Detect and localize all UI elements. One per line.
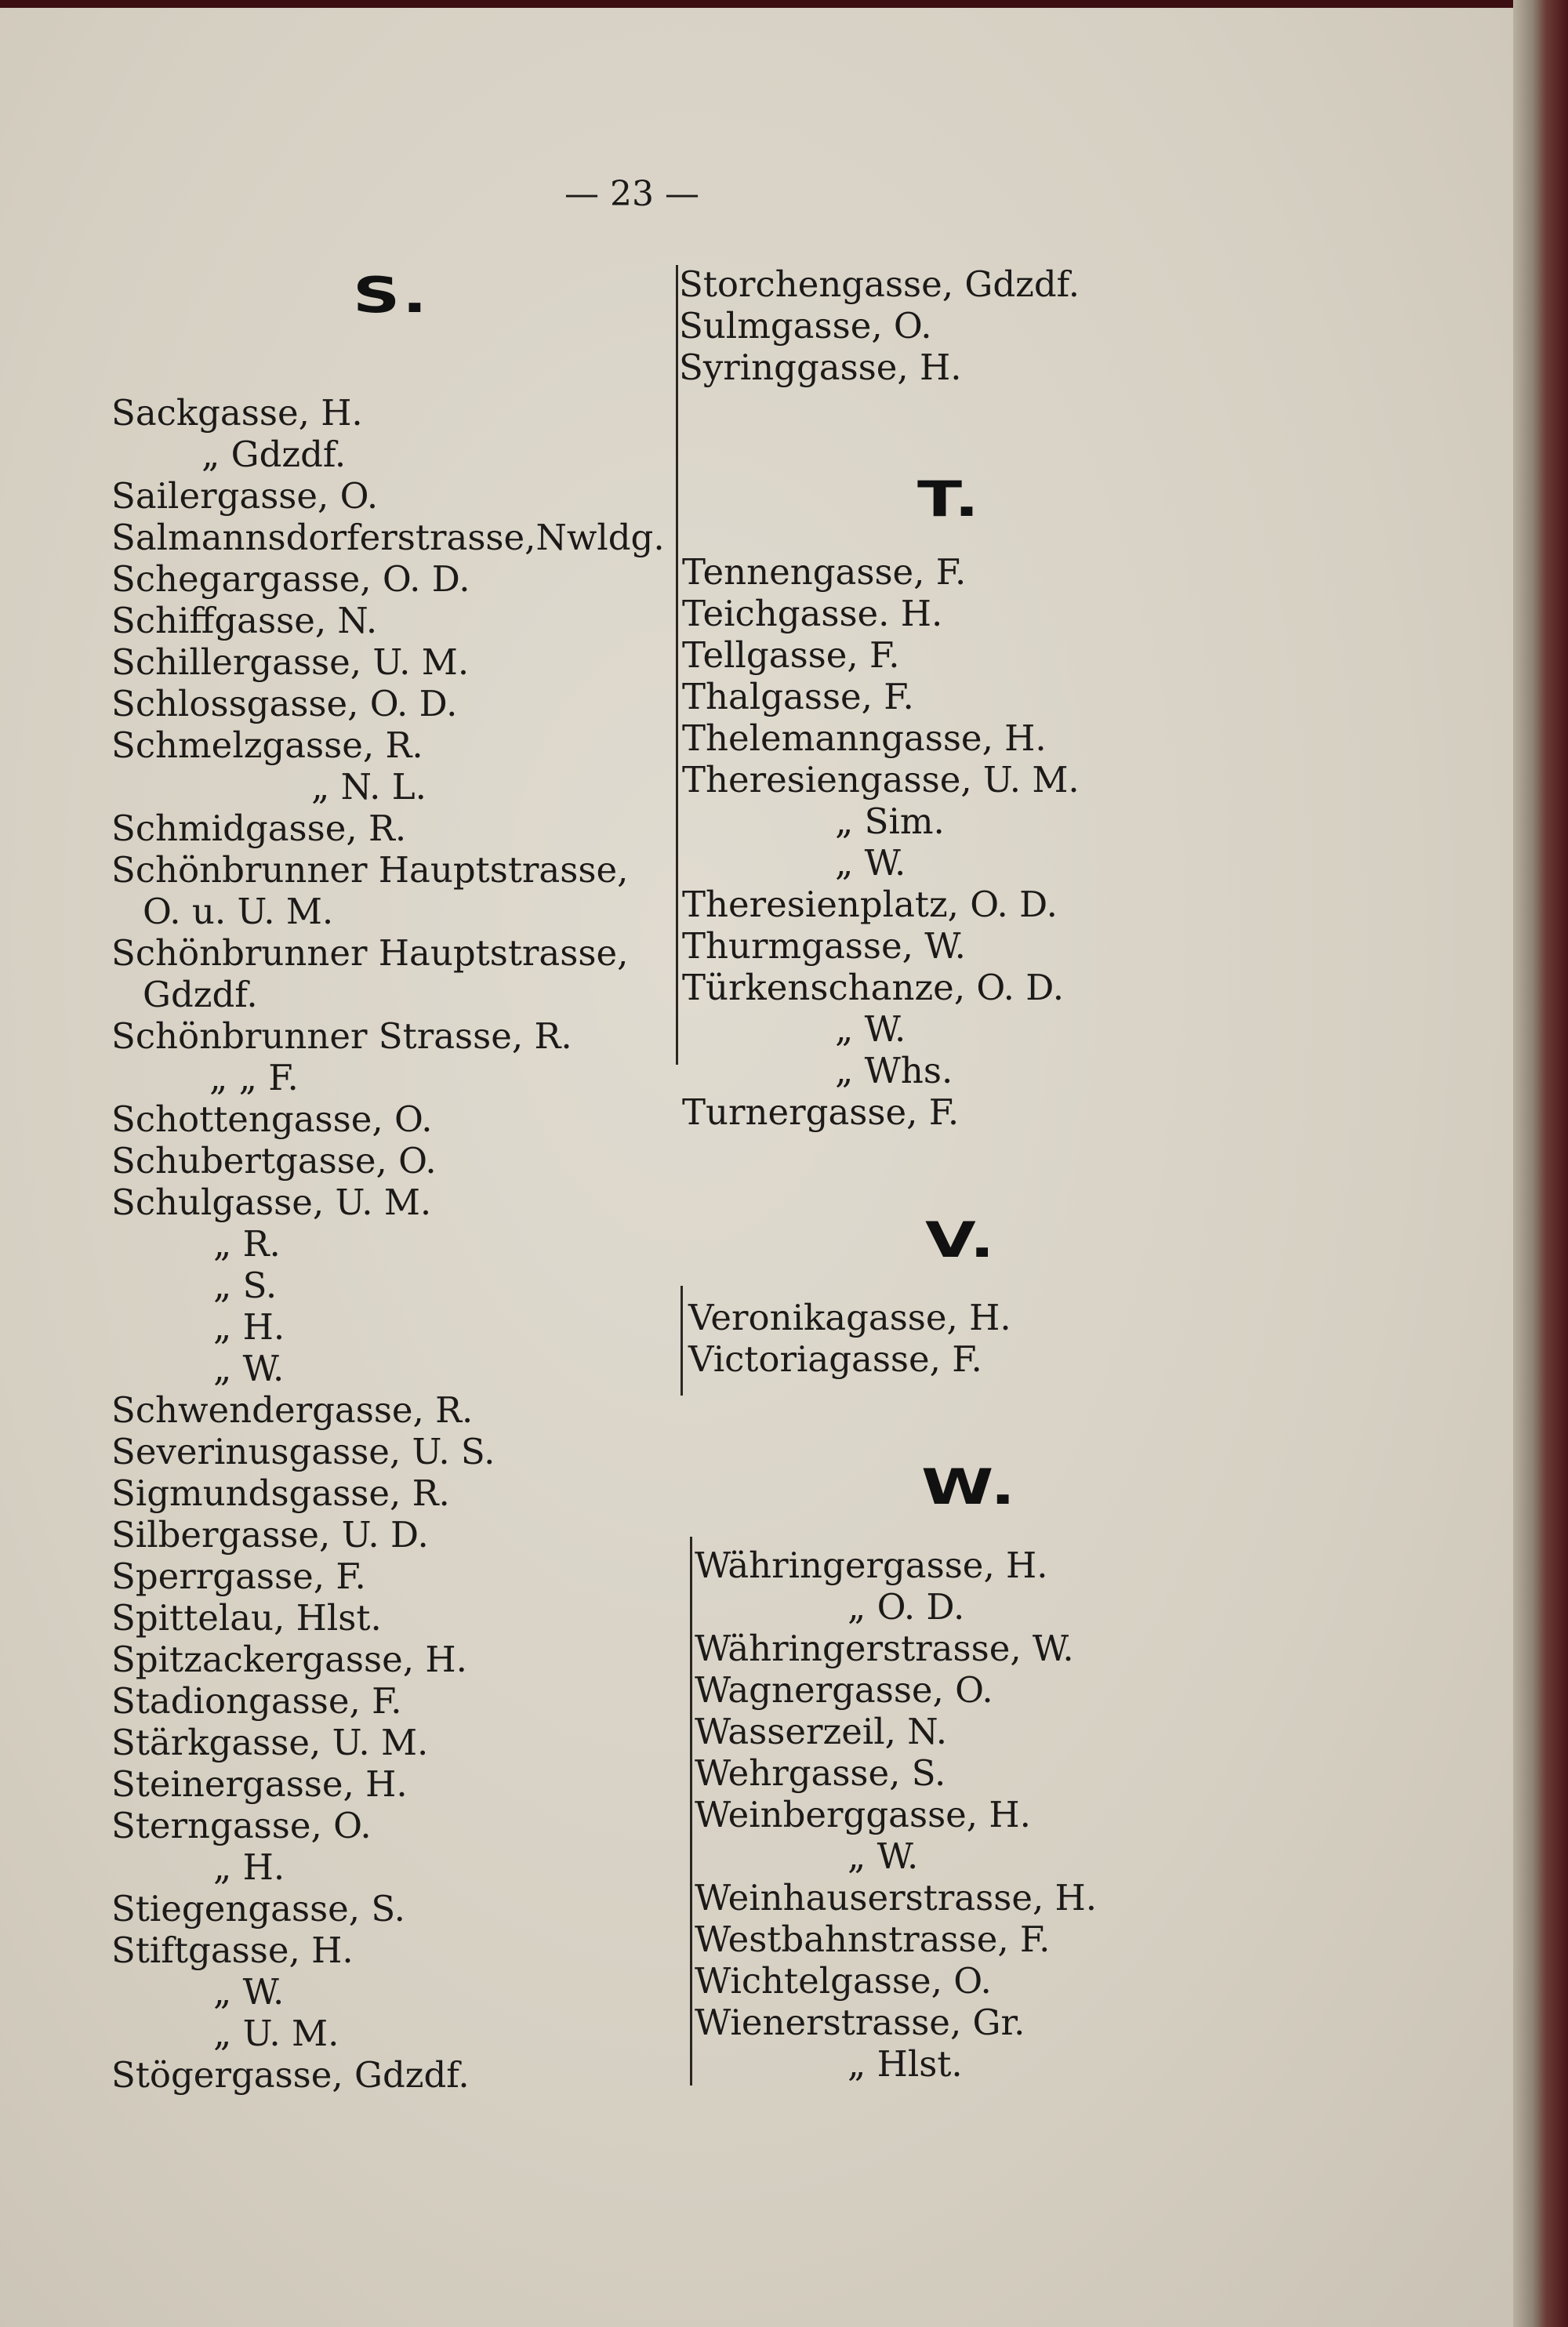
index-entry: „ W. <box>213 1971 285 2013</box>
index-entry: Weinberggasse, H. <box>695 1794 1031 1835</box>
index-entry: Schiffgasse, N. <box>111 600 378 641</box>
index-entry: Stögergasse, Gdzdf. <box>111 2054 470 2096</box>
index-entry: „ W. <box>835 842 906 884</box>
letter-heading-t: T. <box>917 470 982 528</box>
index-entry: Storchengasse, Gdzdf. <box>679 263 1080 305</box>
index-entry: „ R. <box>213 1223 281 1265</box>
index-entry: Westbahnstrasse, F. <box>695 1919 1051 1960</box>
left-column-entries <box>111 392 665 2096</box>
index-entry: Wagnergasse, O. <box>695 1669 993 1711</box>
index-entry: O. u. U. M. <box>143 891 334 932</box>
index-entry: Spitzackergasse, H. <box>111 1639 467 1680</box>
column-rule-bottom <box>690 1537 692 2086</box>
index-entry: „ Gdzdf. <box>201 434 347 475</box>
index-entry: Tennengasse, F. <box>682 551 967 593</box>
index-entry: Stärkgasse, U. M. <box>111 1722 429 1763</box>
book-page-edge <box>1513 0 1568 2327</box>
index-entry: Weinhauserstrasse, H. <box>695 1877 1098 1919</box>
index-entry: Turnergasse, F. <box>682 1091 960 1133</box>
index-entry: „ Hlst. <box>848 2043 963 2085</box>
index-entry: Sackgasse, H. <box>111 392 363 434</box>
index-entry: Sailergasse, O. <box>111 475 379 517</box>
index-entry: Schottengasse, O. <box>111 1098 433 1140</box>
index-entry: Victoriagasse, F. <box>688 1338 982 1380</box>
index-entry: Schubertgasse, O. <box>111 1140 437 1182</box>
index-entry: Veronikagasse, H. <box>688 1297 1011 1338</box>
index-entry: „ Whs. <box>835 1050 953 1091</box>
index-entry: Schönbrunner Hauptstrasse, <box>111 932 629 974</box>
index-entry: „ H. <box>213 1846 285 1888</box>
index-entry: Schegargasse, O. D. <box>111 558 470 600</box>
index-entry: Spittelau, Hlst. <box>111 1597 382 1639</box>
index-entry: Schmidgasse, R. <box>111 808 407 849</box>
right-column-v-entries <box>688 1297 1011 1380</box>
page-number: — 23 — <box>564 174 699 214</box>
index-entry: Theresiengasse, U. M. <box>682 759 1080 800</box>
index-entry: Schmelzgasse, R. <box>111 724 423 766</box>
right-column-t-entries <box>682 551 1080 1133</box>
index-entry: Teichgasse. H. <box>682 593 943 634</box>
index-entry: Wichtelgasse, O. <box>695 1960 992 2002</box>
index-entry: „ H. <box>213 1306 285 1348</box>
index-entry: „ W. <box>835 1008 906 1050</box>
index-entry: Schulgasse, U. M. <box>111 1182 432 1223</box>
letter-heading-s: S. <box>353 267 430 324</box>
index-entry: Stadiongasse, F. <box>111 1680 402 1722</box>
index-entry: Wienerstrasse, Gr. <box>695 2002 1025 2043</box>
index-entry: Sulmgasse, O. <box>679 305 932 347</box>
index-entry: Schönbrunner Strasse, R. <box>111 1015 572 1057</box>
index-entry: Severinusgasse, U. S. <box>111 1431 495 1472</box>
index-entry: Schlossgasse, O. D. <box>111 683 458 724</box>
index-entry: „ U. M. <box>213 2013 339 2054</box>
index-entry: Silbergasse, U. D. <box>111 1514 429 1556</box>
index-entry: Sigmundsgasse, R. <box>111 1472 450 1514</box>
index-entry: Schönbrunner Hauptstrasse, <box>111 849 629 891</box>
index-entry: Wasserzeil, N. <box>695 1711 948 1752</box>
index-entry: „ O. D. <box>848 1586 965 1628</box>
index-entry: Theresienplatz, O. D. <box>682 884 1058 925</box>
letter-heading-v: V. <box>925 1211 997 1269</box>
index-entry: Schillergasse, U. M. <box>111 641 470 683</box>
index-entry: „ „ F. <box>209 1057 299 1098</box>
index-entry: Türkenschanze, O. D. <box>682 967 1065 1008</box>
right-column-s-entries <box>679 263 1080 388</box>
index-entry: Thalgasse, F. <box>682 676 914 717</box>
index-entry: Schwendergasse, R. <box>111 1389 474 1431</box>
letter-heading-w: W. <box>921 1458 1018 1516</box>
index-entry: „ S. <box>213 1265 278 1306</box>
index-entry: „ Sim. <box>835 800 945 842</box>
index-entry: Sperrgasse, F. <box>111 1556 366 1597</box>
index-entry: Stiftgasse, H. <box>111 1929 354 1971</box>
index-entry: „ W. <box>213 1348 285 1389</box>
index-entry: Thurmgasse, W. <box>682 925 966 967</box>
index-entry: Salmannsdorferstrasse,Nwldg. <box>111 517 665 558</box>
index-entry: Tellgasse, F. <box>682 634 900 676</box>
index-entry: Wehrgasse, S. <box>695 1752 946 1794</box>
index-entry: Syringgasse, H. <box>679 347 962 388</box>
index-entry: „ N. L. <box>311 766 426 808</box>
right-column-w-entries <box>695 1545 1097 2085</box>
index-entry: Währingerstrasse, W. <box>695 1628 1074 1669</box>
index-entry: Steinergasse, H. <box>111 1763 408 1805</box>
index-entry: Währingergasse, H. <box>695 1545 1048 1586</box>
index-entry: Sterngasse, O. <box>111 1805 372 1846</box>
column-rule-top <box>676 265 678 1065</box>
column-rule-middle <box>681 1286 683 1396</box>
index-entry: Gdzdf. <box>143 974 258 1015</box>
index-entry: „ W. <box>848 1835 919 1877</box>
index-entry: Thelemanngasse, H. <box>682 717 1047 759</box>
index-entry: Stiegengasse, S. <box>111 1888 405 1929</box>
